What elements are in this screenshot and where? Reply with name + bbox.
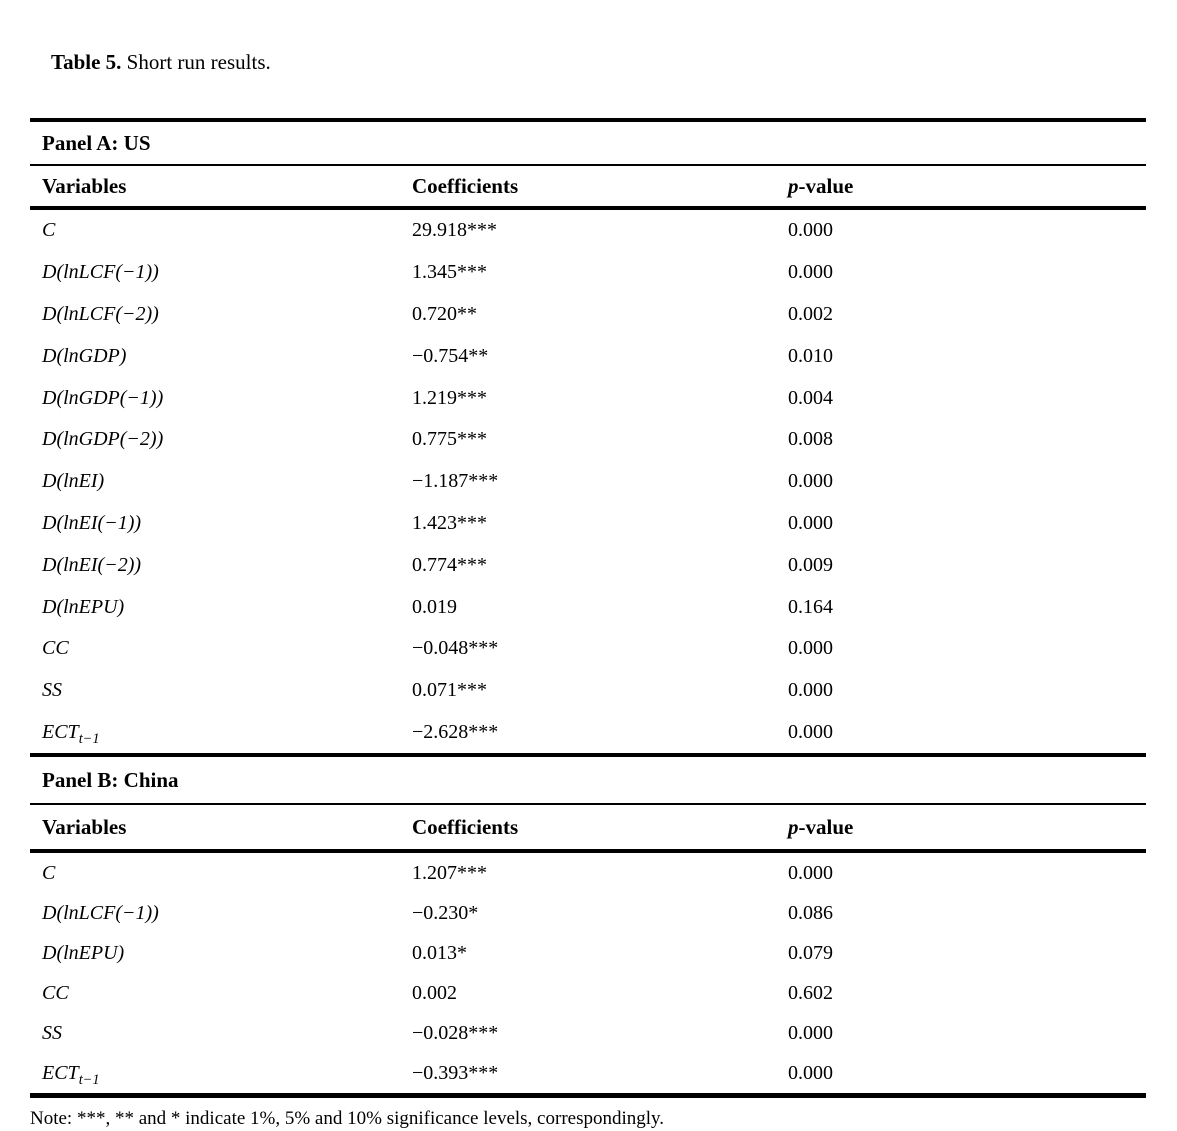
coefficient-cell: 1.345*** (412, 261, 487, 284)
variable-cell: D(lnGDP(−2)) (42, 428, 164, 451)
p-value-italic-p: p (788, 173, 799, 198)
panel-a-section (30, 122, 1146, 753)
panel-b-column-header-row (30, 805, 1146, 849)
variable-cell: D(lnEI) (42, 470, 105, 493)
column-header-p-value (788, 815, 1146, 840)
variable-cell: D(lnGDP) (42, 344, 127, 367)
variable-cell: C (42, 219, 56, 242)
table-row (30, 670, 1146, 712)
p-value-cell: 0.002 (788, 302, 833, 325)
p-value-cell: 0.000 (788, 720, 833, 743)
variable-cell: D(lnEI(−2)) (42, 553, 142, 576)
coefficient-cell: 0.019 (412, 595, 457, 618)
column-header-p-value (788, 174, 1146, 199)
coefficient-cell: 0.775*** (412, 428, 487, 451)
variable-cell: CC (42, 637, 69, 660)
table-title-label: Table 5. (51, 50, 122, 74)
p-value-cell: 0.000 (788, 637, 833, 660)
table-row (30, 1053, 1146, 1093)
table-row (30, 419, 1146, 461)
table-row (30, 335, 1146, 377)
p-value-rest: -value (798, 814, 854, 839)
table-row (30, 853, 1146, 893)
variable-cell: D(lnGDP(−1)) (42, 386, 164, 409)
coefficient-cell: 29.918*** (412, 219, 497, 242)
variable-cell: $ECT_{t-1}$ (42, 1061, 100, 1088)
variable-cell: D(lnEPU) (42, 941, 125, 964)
p-value-cell: 0.086 (788, 901, 833, 924)
p-value-rest: -value (798, 173, 854, 198)
p-value-cell: 0.000 (788, 861, 833, 884)
table-row (30, 712, 1146, 754)
coefficient-cell: 1.423*** (412, 511, 487, 534)
p-value-cell: 0.008 (788, 428, 833, 451)
p-value-cell: 0.602 (788, 981, 833, 1004)
coefficient-cell: −0.230* (412, 901, 479, 924)
table-title (30, 23, 1146, 101)
table-row (30, 461, 1146, 503)
column-header-coefficients: Coefficients (412, 814, 519, 839)
column-header-variables: Variables (42, 173, 127, 198)
table-title-caption: Short run results. (121, 50, 271, 74)
table-row (30, 252, 1146, 294)
p-value-cell: 0.009 (788, 553, 833, 576)
table-row (30, 586, 1146, 628)
coefficient-cell: −0.754** (412, 344, 489, 367)
variable-cell: C (42, 861, 56, 884)
column-header-coefficients: Coefficients (412, 173, 519, 198)
variable-cell: D(lnEI(−1)) (42, 511, 142, 534)
coefficient-cell: 1.219*** (412, 386, 487, 409)
p-value-cell: 0.000 (788, 679, 833, 702)
p-value-cell: 0.000 (788, 470, 833, 493)
column-header-variables: Variables (42, 814, 127, 839)
table-row (30, 933, 1146, 973)
p-value-cell: 0.079 (788, 941, 833, 964)
table-row (30, 893, 1146, 933)
variable-cell: $ECT_{t-1}$ (42, 720, 100, 747)
table-row (30, 210, 1146, 252)
variable-cell: D(lnEPU) (42, 595, 125, 618)
variable-subscript: t−1 (78, 1071, 100, 1088)
coefficient-cell: 0.002 (412, 981, 457, 1004)
table-bottom-rule (30, 1093, 1146, 1098)
p-value-cell: 0.000 (788, 219, 833, 242)
coefficient-cell: −0.393*** (412, 1061, 499, 1084)
table-row (30, 1013, 1146, 1053)
panel-b-rows (30, 853, 1146, 1093)
coefficient-cell: −1.187*** (412, 470, 499, 493)
panel-a-column-header-row (30, 166, 1146, 206)
p-value-cell: 0.164 (788, 595, 833, 618)
table-row (30, 544, 1146, 586)
p-value-cell: 0.000 (788, 1061, 833, 1084)
p-value-cell: 0.004 (788, 386, 833, 409)
coefficient-cell: −0.028*** (412, 1021, 499, 1044)
table-row (30, 503, 1146, 545)
table-row (30, 628, 1146, 670)
coefficient-cell: 0.071*** (412, 679, 487, 702)
panel-a-rows (30, 210, 1146, 753)
variable-cell: SS (42, 1021, 62, 1044)
p-value-cell: 0.000 (788, 261, 833, 284)
panel-b-label: Panel B: China (42, 767, 179, 792)
variable-cell: CC (42, 981, 69, 1004)
p-value-cell: 0.000 (788, 511, 833, 534)
p-value-italic-p: p (788, 814, 799, 839)
table-row (30, 973, 1146, 1013)
coefficient-cell: 0.774*** (412, 553, 487, 576)
variable-subscript: t−1 (78, 730, 100, 747)
coefficient-cell: 0.013* (412, 941, 467, 964)
table-row (30, 377, 1146, 419)
variable-cell: D(lnLCF(−1)) (42, 261, 159, 284)
coefficient-cell: −2.628*** (412, 720, 499, 743)
panel-b-section (30, 757, 1146, 1093)
panel-a-label: Panel A: US (42, 130, 151, 155)
p-value-cell: 0.010 (788, 344, 833, 367)
table-note: Note: ***, ** and * indicate 1%, 5% and 10% significance levels, correspondingly. (30, 1108, 665, 1130)
coefficient-cell: 1.207*** (412, 861, 487, 884)
coefficient-cell: −0.048*** (412, 637, 499, 660)
document-page (30, 0, 1146, 1131)
variable-cell: D(lnLCF(−1)) (42, 901, 159, 924)
table-row (30, 294, 1146, 336)
variable-cell: SS (42, 679, 62, 702)
variable-cell: D(lnLCF(−2)) (42, 302, 159, 325)
p-value-cell: 0.000 (788, 1021, 833, 1044)
coefficient-cell: 0.720** (412, 302, 477, 325)
